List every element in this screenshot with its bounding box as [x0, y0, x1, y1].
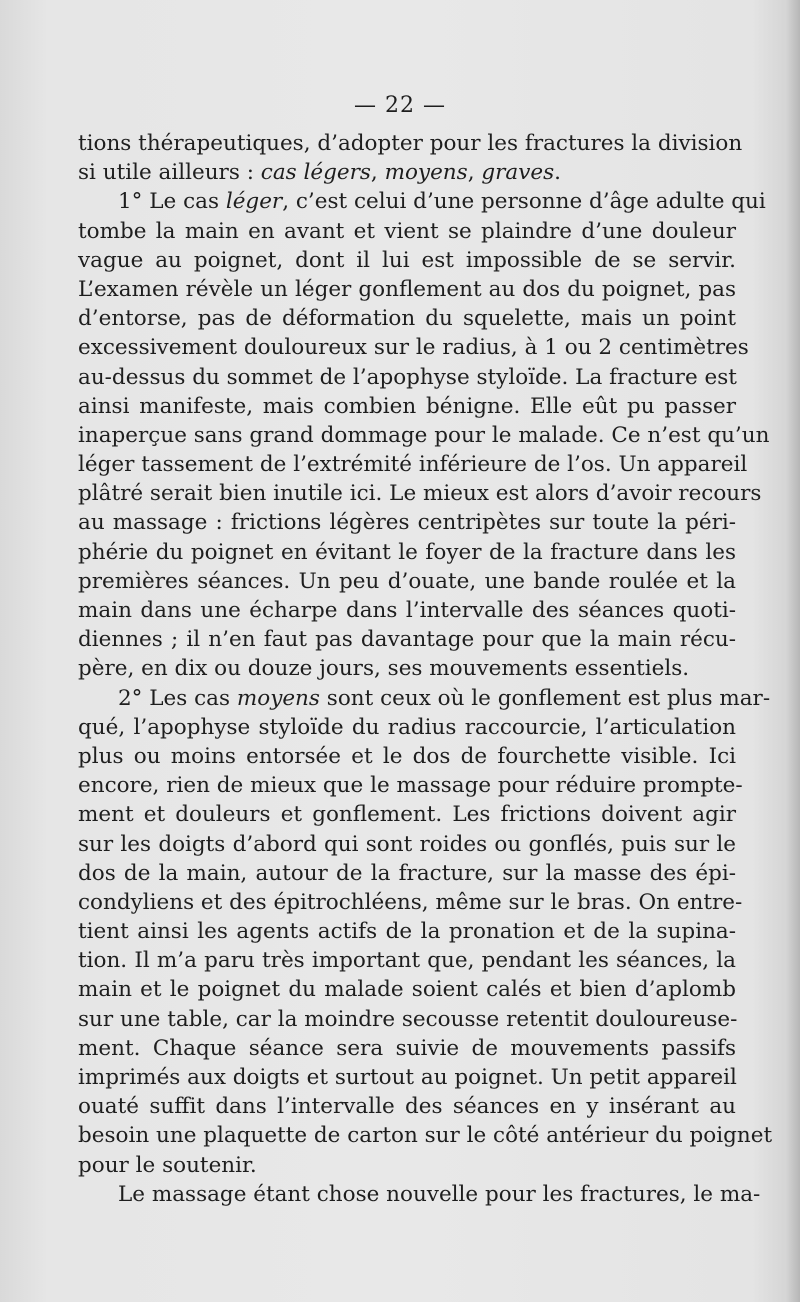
- text-run: Le massage étant chose nouvelle pour les fractures, le ma-: [118, 1181, 761, 1207]
- text-line: [78, 888, 743, 917]
- text-run: au massage : frictions légères centripètes sur toute la péri-: [78, 510, 736, 536]
- text-run: inaperçue sans grand dommage pour le malade. Ce n’est qu’un: [78, 422, 770, 448]
- text-line: [78, 946, 736, 975]
- italic-term: léger: [225, 189, 283, 215]
- text-line: [78, 859, 736, 888]
- text-line: [78, 1121, 773, 1150]
- text-line: [78, 713, 736, 742]
- text-run: léger tassement de l’extrémité inférieure de l’os. Un appareil: [78, 452, 748, 478]
- text-run: tion. Il m’a paru très important que, pendant les séances, la: [78, 948, 736, 974]
- text-run: ment. Chaque séance sera suivie de mouvements passifs: [78, 1035, 736, 1061]
- text-run: L’examen révèle un léger gonflement au dos du poignet, pas: [78, 276, 736, 302]
- text-line: [78, 654, 736, 683]
- text-run: qué, l’apophyse styloïde du radius raccourcie, l’articulation: [78, 714, 736, 740]
- text-line: [78, 917, 736, 946]
- text-run: plâtré serait bien inutile ici. Le mieux est alors d’avoir recours: [78, 481, 762, 507]
- text-run: imprimés aux doigts et surtout au poignet. Un petit appareil: [78, 1065, 737, 1090]
- text-run: , c’est celui d’une personne d’âge adulte qui: [282, 189, 766, 215]
- page-edge-shadow: [786, 0, 800, 1302]
- text-line: [78, 975, 736, 1004]
- text-run: sur une table, car la moindre secousse retentit douloureuse-: [78, 1006, 738, 1032]
- text-run: sont ceux où le gonflement est plus mar-: [319, 685, 771, 711]
- text-run: main et le poignet du malade soient calés et bien d’aplomb: [78, 977, 736, 1003]
- text-run: ,: [467, 160, 482, 186]
- text-line: [78, 742, 736, 771]
- text-run: dos de la main, autour de la fracture, sur la masse des épi-: [78, 860, 736, 886]
- italic-term: graves: [481, 160, 555, 186]
- text-run: encore, rien de mieux que le massage pour réduire prompte-: [78, 773, 743, 799]
- text-line: [78, 421, 770, 450]
- text-line: [78, 187, 766, 216]
- text-run: ainsi manifeste, mais combien bénigne. Elle eût pu passer: [78, 393, 736, 419]
- text-run: premières séances. Un peu d’ouate, une bande roulée et la: [78, 568, 736, 594]
- text-line: [78, 830, 736, 859]
- text-line: [78, 800, 736, 829]
- text-line: [78, 1151, 736, 1180]
- text-line: [78, 1092, 736, 1121]
- text-line: [78, 129, 743, 158]
- text-line: [78, 567, 736, 596]
- italic-term: moyens: [384, 160, 468, 186]
- text-line: [78, 217, 736, 246]
- text-line: [78, 1180, 761, 1209]
- text-run: si utile ailleurs :: [78, 160, 261, 186]
- text-line: [78, 508, 736, 537]
- text-run: ,: [370, 160, 385, 186]
- text-line: [78, 596, 736, 625]
- text-line: [78, 275, 736, 304]
- text-run: ouaté suffit dans l’intervalle des séances en y insérant au: [78, 1094, 736, 1120]
- text-run: excessivement douloureux sur le radius, à 1 ou 2 centimètres: [78, 335, 749, 361]
- text-run: phérie du poignet en évitant le foyer de la fracture dans les: [78, 539, 736, 565]
- italic-term: cas légers: [260, 160, 371, 186]
- text-run: 2° Les cas: [118, 685, 237, 711]
- text-run: vague au poignet, dont il lui est impossible de se servir.: [78, 247, 736, 273]
- text-line: [78, 1005, 736, 1034]
- text-run: 1° Le cas: [118, 189, 226, 215]
- text-run: condyliens et des épitrochléens, même sur le bras. On entre-: [78, 889, 743, 915]
- page-number: — 22 —: [354, 93, 446, 118]
- text-line: [78, 1063, 736, 1092]
- text-run: besoin une plaquette de carton sur le côté antérieur du poignet: [78, 1123, 773, 1149]
- text-line: [78, 479, 762, 508]
- text-run: tombe la main en avant et vient se plaindre d’une douleur: [78, 218, 736, 244]
- text-line: [78, 450, 748, 479]
- text-run: .: [554, 160, 561, 186]
- text-run: diennes ; il n’en faut pas davantage pour que la main récu-: [78, 627, 736, 653]
- text-run: main dans une écharpe dans l’intervalle des séances quoti-: [78, 598, 736, 623]
- text-line: [78, 392, 736, 421]
- text-line: [78, 625, 736, 654]
- text-run: plus ou moins entorsée et le dos de fourchette visible. Ici: [78, 743, 736, 769]
- text-run: pour le soutenir.: [78, 1152, 257, 1178]
- text-line: [78, 363, 736, 392]
- text-run: tions thérapeutiques, d’adopter pour les fractures la division: [78, 131, 743, 156]
- text-run: au-dessus du sommet de l’apophyse styloïde. La fracture est: [78, 364, 737, 390]
- text-line: [78, 304, 736, 333]
- text-line: [78, 538, 736, 567]
- text-line: [78, 333, 749, 362]
- text-run: d’entorse, pas de déformation du squelette, mais un point: [78, 306, 736, 332]
- text-line: [78, 246, 736, 275]
- text-run: sur les doigts d’abord qui sont roides ou gonflés, puis sur le: [78, 831, 736, 857]
- text-line: [78, 1034, 736, 1063]
- text-run: tient ainsi les agents actifs de la pronation et de la supina-: [78, 919, 736, 945]
- text-line: [78, 771, 743, 800]
- italic-term: moyens: [236, 685, 320, 711]
- text-line: [78, 684, 771, 713]
- text-run: père, en dix ou douze jours, ses mouvements essentiels.: [78, 656, 690, 682]
- text-line: [78, 158, 736, 187]
- body-text: [78, 129, 773, 1209]
- text-run: ment et douleurs et gonflement. Les frictions doivent agir: [78, 802, 736, 828]
